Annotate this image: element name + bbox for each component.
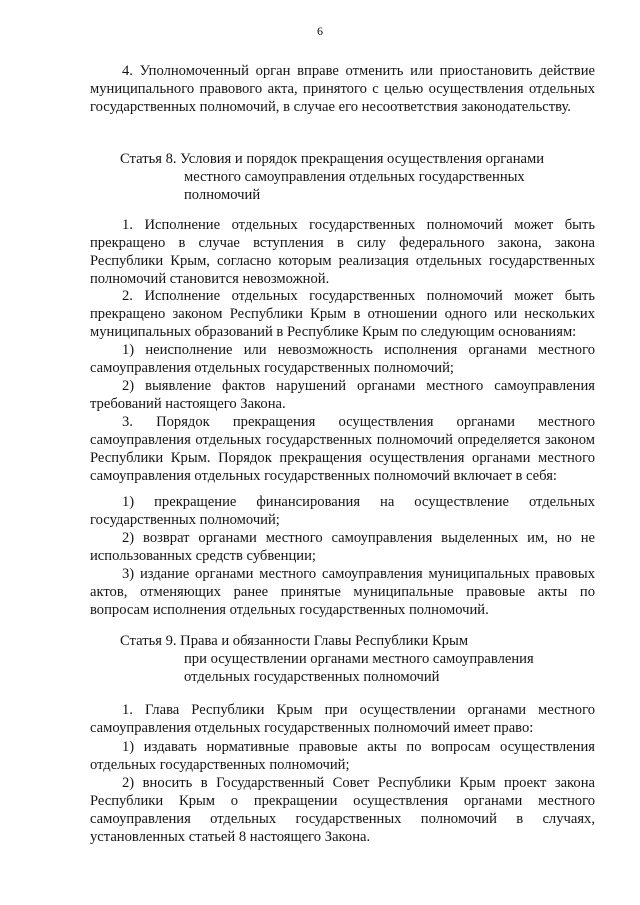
article-8-heading-line: Статья 8. Условия и порядок прекращения осуществления органами	[120, 151, 545, 167]
article-8-heading	[120, 150, 590, 204]
article-8-subitem-3b: 3) издание органами местного самоуправления муниципальных правовых актов, отменяющих ранее принятые муниципальные правовые акты по вопросам исполнения отдельных государственных полномочий.	[90, 566, 595, 618]
article-9-heading	[120, 632, 590, 686]
article-8-heading-line: полномочий	[184, 187, 261, 203]
article-9-heading-line: Статья 9. Права и обязанности Главы Республики Крым	[120, 633, 469, 649]
article-8-paragraph-3: 3. Порядок прекращения осуществления органами местного самоуправления отдельных государственных полномочий определяется законом Республики Крым. Порядок прекращения осуществления органами местного самоуправления отдельных государственных полномочий включает в себя:	[90, 414, 595, 484]
article-8-paragraph-2: 2. Исполнение отдельных государственных полномочий может быть прекращено законом Республики Крым в отношении одного или нескольких муниципальных образований в Республике Крым по следующим основаниям:	[90, 288, 595, 340]
article-9-heading-line: отдельных государственных полномочий	[184, 669, 440, 685]
article-8-paragraph-1: 1. Исполнение отдельных государственных полномочий может быть прекращено в случае вступления в силу федерального закона, закона Республики Крым, согласно которым реализация отдельных государственных полномочий становится невозможной.	[90, 217, 595, 287]
paragraph-item-4: 4. Уполномоченный орган вправе отменить или приостановить действие муниципального правового акта, принятого с целью осуществления отдельных государственных полномочий, в случае его несоответствия законодательству.	[90, 63, 595, 115]
article-8-heading-line: местного самоуправления отдельных государственных	[184, 169, 525, 185]
article-9-subitem-2: 2) вносить в Государственный Совет Республики Крым проект закона Республики Крым о прекращении осуществления органами местного самоуправления отдельных государственных полномочий в случаях, установленных статьей 8 настоящего Закона.	[90, 775, 595, 845]
page-number: 6	[317, 24, 323, 38]
article-8-subitem-2: 2) выявление фактов нарушений органами местного самоуправления требований настоящего Закона.	[90, 378, 595, 412]
article-9-subitem-1: 1) издавать нормативные правовые акты по вопросам осуществления отдельных государственных полномочий;	[90, 739, 595, 773]
article-8-subitem-1: 1) неисполнение или невозможность исполнения органами местного самоуправления отдельных государственных полномочий;	[90, 342, 595, 376]
article-8-subitem-2b: 2) возврат органами местного самоуправления выделенных им, но не использованных средств субвенции;	[90, 530, 595, 564]
article-9-paragraph-1: 1. Глава Республики Крым при осуществлении органами местного самоуправления отдельных государственных полномочий имеет право:	[90, 702, 595, 736]
article-8-subitem-1b: 1) прекращение финансирования на осуществление отдельных государственных полномочий;	[90, 494, 595, 528]
article-9-heading-line: при осуществлении органами местного самоуправления	[184, 651, 534, 667]
